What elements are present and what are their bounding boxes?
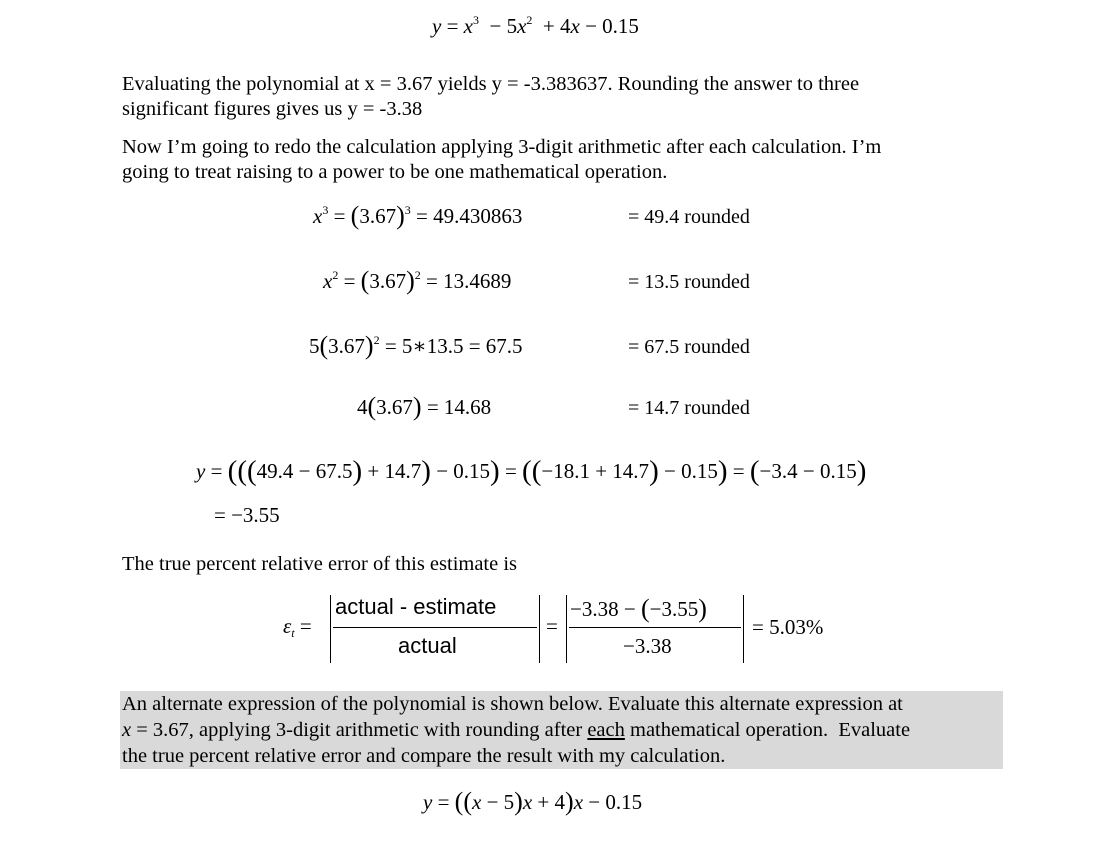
main-equation: $y = x^3 - 5x^2 + 4x - 0.15$ [432,13,639,38]
equals-sign: = [546,614,558,638]
paragraph-2-line-1: Now I’m going to redo the calculation applying 3-digit arithmetic after each calculation. I’m [122,136,882,158]
fraction-values-denominator: −3.38 [623,634,672,658]
alternate-equation: y = ((x − 5)x + 4)x − 0.15 [423,787,643,816]
error-intro: The true percent relative error of this estimate is [122,553,518,575]
task-line-3: the true percent relative error and compare the result with my calculation. [122,745,726,767]
epsilon-symbol: $\varepsilon_t$ = [283,614,312,640]
step-3-expression: $5(3.67)^2$ = 5∗13.5 = 67.5 [309,331,523,360]
paragraph-1-line-2: significant figures gives us y = -3.38 [122,98,423,120]
fraction-values-line [569,627,741,628]
step-1-expression: $x^3 = (3.67)^3 = 49.430863$ [313,201,523,230]
combined-expression-line-2: = −3.55 [214,503,280,527]
step-1-result: = 49.4 rounded [628,206,750,228]
error-result: = 5.03% [752,615,824,639]
fraction-words-line [333,627,537,628]
abs-bar-right-1 [539,595,540,663]
step-2-result: = 13.5 rounded [628,271,750,293]
combined-expression-line-1: y = (((49.4 − 67.5) + 14.7) − 0.15) = ((−18.1 + 14.7) − 0.15) = (−3.4 − 0.15) [196,455,867,487]
task-line-1: An alternate expression of the polynomial is shown below. Evaluate this alternate expression at [122,693,903,715]
fraction-words-denominator: actual [398,633,457,658]
task-line-2: x = 3.67, applying 3-digit arithmetic with rounding after each mathematical operation. Evaluate [122,719,911,741]
step-2-expression: $x^2 = (3.67)^2 = 13.4689$ [323,266,512,295]
paragraph-2-line-2: going to treat raising to a power to be one mathematical operation. [122,161,668,183]
fraction-values-numerator: −3.38 − (−3.55) [570,594,707,623]
step-3-result: = 67.5 rounded [628,336,750,358]
fraction-words-numerator: actual - estimate [335,594,497,619]
step-4-expression: 4(3.67) = 14.68 [357,392,492,421]
abs-bar-left-1 [330,595,331,663]
paragraph-1-line-1: Evaluating the polynomial at x = 3.67 yields y = -3.383637. Rounding the answer to three [122,73,860,95]
abs-bar-right-2 [743,595,744,663]
step-4-result: = 14.7 rounded [628,397,750,419]
abs-bar-left-2 [566,595,567,663]
